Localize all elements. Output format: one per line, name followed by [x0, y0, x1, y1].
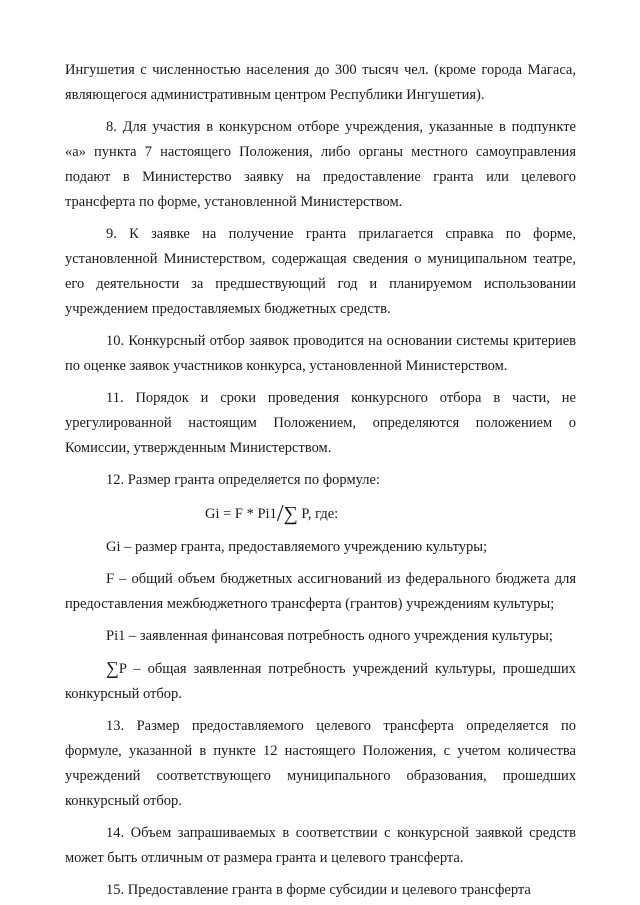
definition-sum-text: P – общая заявленная потребность учреждений культуры, прошедших конкурсный отбор. — [65, 661, 576, 702]
sigma-symbol: ∑ — [106, 658, 119, 678]
paragraph-8: 8. Для участия в конкурсном отборе учреждения, указанные в подпункте «а» пункта 7 настоящего Положения, либо органы местного самоуправления подают в Министерство заявку на предоставление гранта или целевого трансферта по форме, установленной Министерством. — [65, 119, 576, 210]
formula-right: P, где: — [297, 506, 339, 522]
grant-formula — [65, 493, 576, 535]
paragraph-11: 11. Порядок и сроки проведения конкурсного отбора в части, не урегулированной настоящим Положением, определяются положением о Комиссии, утвержденным Министерством. — [65, 390, 576, 456]
definition-f: F – общий объем бюджетных ассигнований из федерального бюджета для предоставления межбюджетного трансферта (грантов) учреждениям культуры; — [65, 571, 576, 612]
paragraph-15: 15. Предоставление гранта в форме субсидии и целевого трансферта — [106, 882, 531, 898]
definition-pi1: Pi1 – заявленная финансовая потребность одного учреждения культуры; — [106, 628, 553, 644]
formula-slash: / — [276, 501, 284, 527]
definition-sum-p — [65, 656, 576, 707]
paragraph-continuation: Ингушетия с численностью населения до 300 тысяч чел. (кроме города Магаса, являющегося административным центром Республики Ингушетия). — [65, 62, 576, 103]
paragraph-14: 14. Объем запрашиваемых в соответствии с конкурсной заявкой средств может быть отличным от размера гранта и целевого трансферта. — [65, 825, 576, 866]
formula-left: Gi = F * Pi1 — [205, 506, 277, 522]
paragraph-9: 9. К заявке на получение гранта прилагается справка по форме, установленной Министерством, содержащая сведения о муниципальном театре, его деятельности за предшествующий год и планируемом использовании учреждением предоставляемых бюджетных средств. — [65, 226, 576, 317]
definition-gi: Gi – размер гранта, предоставляемого учреждению культуры; — [106, 539, 488, 555]
document-page — [65, 58, 576, 903]
paragraph-13: 13. Размер предоставляемого целевого трансферта определяется по формуле, указанной в пункте 12 настоящего Положения, с учетом количества учреждений соответствующего муниципального образования, прошедших конкурсный отбор. — [65, 718, 576, 809]
paragraph-10: 10. Конкурсный отбор заявок проводится на основании системы критериев по оценке заявок участников конкурса, установленной Министерством. — [65, 333, 576, 374]
formula-sigma-symbol: ∑ — [283, 503, 298, 525]
paragraph-12: 12. Размер гранта определяется по формуле: — [106, 472, 380, 488]
